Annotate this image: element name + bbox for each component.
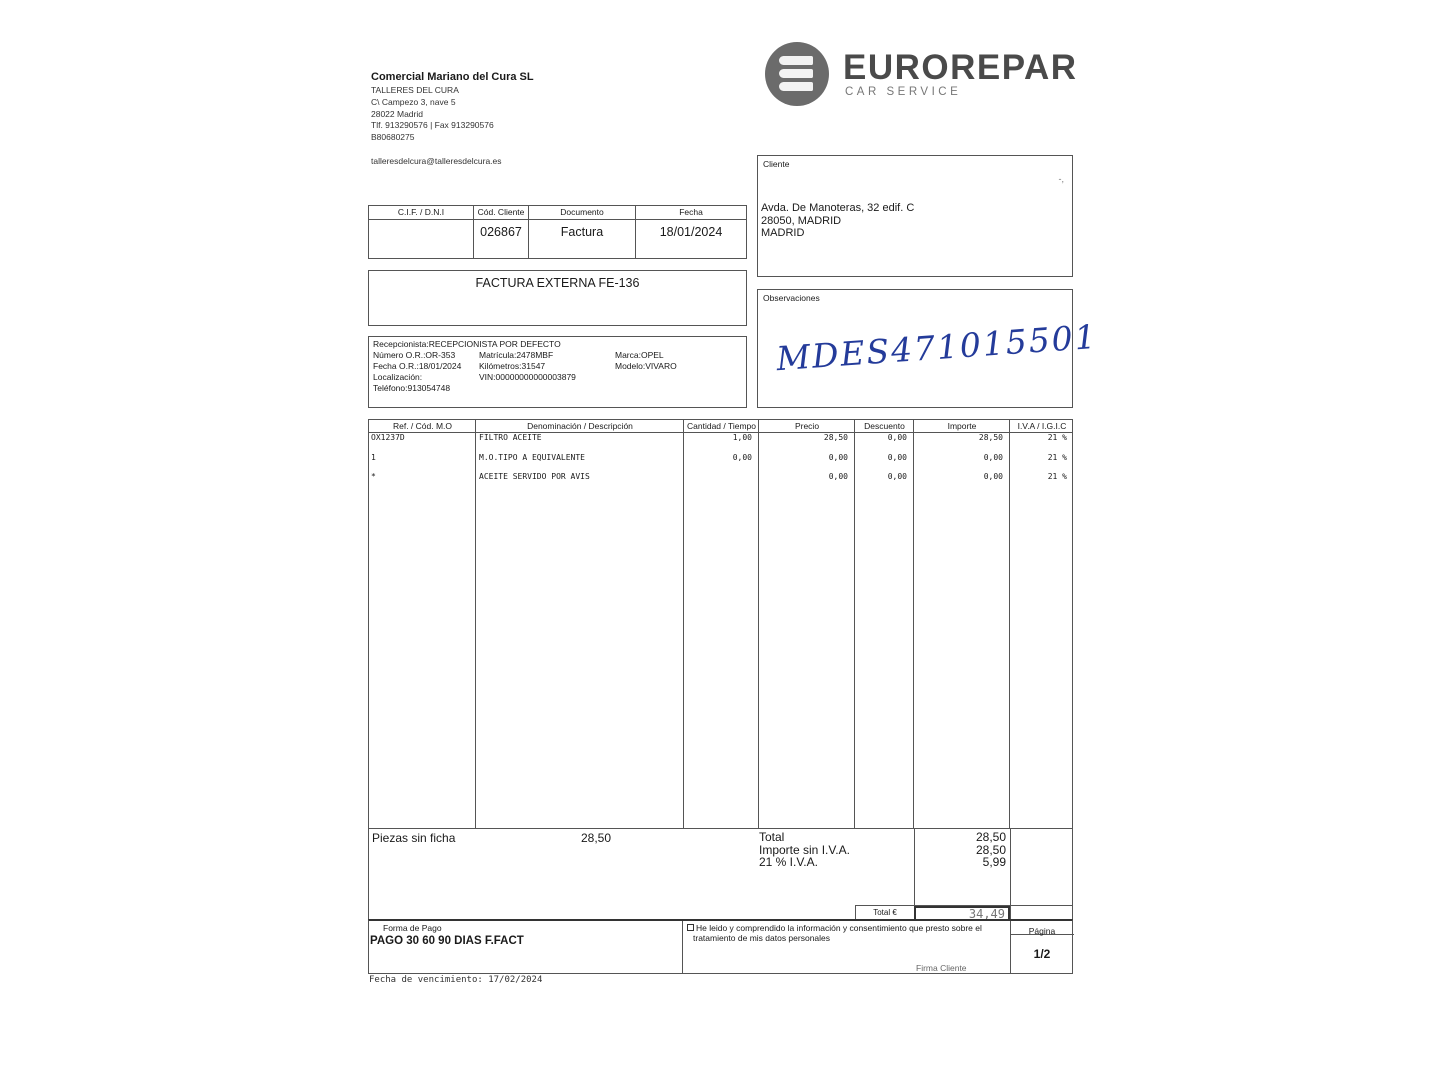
fecha-value: 18/01/2024 (659, 225, 723, 239)
recepcionista: Recepcionista:RECEPCIONISTA POR DEFECTO (373, 339, 561, 349)
cif-cell (369, 206, 474, 258)
observaciones-box (757, 289, 1099, 408)
cell-descuento: 0,00 (887, 453, 907, 462)
kilometros: Kilómetros:31547 (479, 361, 546, 371)
pagina-header (1010, 921, 1074, 935)
cod-cliente-header: Cód. Cliente (474, 206, 528, 220)
header-importe: Importe (947, 421, 977, 431)
cif-header: C.I.F. / D.N.I (369, 206, 473, 220)
company-line: TALLERES DEL CURA (371, 85, 459, 95)
cliente-mark: -, (1058, 174, 1064, 184)
cell-desc: FILTRO ACEITE (479, 433, 542, 442)
cell-desc: ACEITE SERVIDO POR AVIS (479, 472, 590, 481)
firma-cliente-label: Firma Cliente (916, 963, 967, 973)
vin: VIN:00000000000003879 (479, 372, 576, 382)
handwritten-note: MDES471015501 (775, 316, 1099, 379)
fecha-or: Fecha O.R.:18/01/2024 (373, 361, 462, 371)
sin-iva-label: Importe sin I.V.A. (759, 842, 850, 857)
piezas-label: Piezas sin ficha (372, 831, 456, 845)
cliente-box (757, 155, 1073, 277)
consent-line: He leido y comprendido la información y consentimiento que presto sobre el (696, 923, 982, 933)
cod-cliente-value: 026867 (480, 225, 522, 239)
header-iva: I.V.A / I.G.I.C (1017, 421, 1067, 431)
localizacion: Localización: (373, 372, 423, 382)
documento-value: Factura (560, 225, 604, 239)
forma-pago-label: Forma de Pago (383, 923, 442, 933)
logo-brand: EUROREPAR (843, 48, 1078, 87)
pagina-value: 1/2 (1033, 947, 1051, 961)
header-ref: Ref. / Cód. M.O (392, 421, 453, 431)
company-email: talleresdelcura@talleresdelcura.es (371, 155, 502, 166)
fecha-vencimiento: Fecha de vencimiento: 17/02/2024 (369, 975, 543, 985)
header-precio: Precio (794, 421, 820, 431)
cell-iva: 21 % (1047, 472, 1067, 481)
company-line: B80680275 (371, 132, 415, 143)
consent-checkbox[interactable] (687, 924, 694, 931)
pagina-label: Página (1028, 926, 1056, 936)
company-line: 28022 Madrid (371, 108, 423, 119)
company-line: C\ Campezo 3, nave 5 (371, 96, 456, 107)
totals-labels (759, 831, 850, 869)
address-line: MADRID (761, 227, 805, 239)
header-descripcion: Denominación / Descripción (527, 421, 633, 431)
cliente-address (761, 202, 914, 240)
observaciones-label: Observaciones (763, 293, 820, 303)
col-divider (682, 921, 683, 973)
company-line: Tlf. 913290576 | Fax 913290576 (371, 120, 494, 131)
cliente-label: Cliente (763, 159, 790, 169)
documento-cell (529, 206, 636, 258)
cell-precio: 0,00 (828, 453, 848, 462)
cell-desc: M.O.TIPO A EQUIVALENTE (479, 453, 585, 462)
cell-precio: 0,00 (828, 472, 848, 481)
sin-iva-value: 28,50 (975, 842, 1006, 857)
fecha-cell (636, 206, 746, 258)
cell-iva: 21 % (1047, 433, 1067, 442)
fecha-header: Fecha (636, 206, 746, 220)
table-row (369, 472, 1072, 484)
factura-title: FACTURA EXTERNA FE-136 (475, 276, 640, 290)
total-eur-value: 34,49 (914, 906, 1010, 921)
company-info (371, 71, 534, 166)
cell-iva: 21 % (1047, 453, 1067, 462)
factura-title-box (368, 270, 747, 326)
totals-values (976, 831, 1006, 869)
documento-header: Documento (529, 206, 635, 220)
cell-importe: 28,50 (978, 433, 1003, 442)
consent-text (687, 923, 1007, 943)
cell-ref: OX1237D (371, 433, 405, 442)
orden-reparacion-box (368, 336, 747, 408)
consent-line: tratamiento de mis datos personales (693, 933, 831, 943)
invoice-header-table (368, 205, 747, 259)
total-label: Total (759, 830, 785, 844)
eurorepar-e-logo-icon (765, 42, 829, 106)
modelo: Modelo:VIVARO (615, 361, 677, 371)
marca: Marca:OPEL (615, 350, 664, 360)
totals-box (368, 828, 1073, 920)
address-line: Avda. De Manoteras, 32 edif. C (761, 202, 915, 214)
footer-box (368, 919, 1073, 974)
cell-ref: * (371, 472, 376, 481)
cell-descuento: 0,00 (887, 472, 907, 481)
items-table (368, 419, 1073, 829)
table-row (369, 433, 1072, 445)
header-descuento: Descuento (864, 421, 905, 431)
piezas-value: 28,50 (581, 831, 612, 845)
cell-cantidad: 1,00 (732, 433, 752, 442)
col-divider (914, 829, 915, 906)
table-row (369, 453, 1072, 465)
iva-value: 5,99 (982, 855, 1006, 869)
items-header-row (369, 420, 1072, 433)
cell-descuento: 0,00 (887, 433, 907, 442)
eurorepar-logo (765, 42, 1078, 108)
matricula: Matrícula:2478MBF (479, 350, 554, 360)
iva-label: 21 % I.V.A. (759, 855, 818, 869)
total-eur-label: Total € (855, 906, 914, 921)
cell-ref: 1 (371, 453, 376, 462)
cell-importe: 0,00 (983, 453, 1003, 462)
logo-subtitle: CAR SERVICE (845, 86, 962, 98)
total-eur-row (855, 905, 1073, 920)
address-line: 28050, MADRID (761, 214, 842, 227)
cell-importe: 0,00 (983, 472, 1003, 481)
company-name: Comercial Mariano del Cura SL (371, 71, 534, 83)
cod-cliente-cell (474, 206, 529, 258)
cell-cantidad: 0,00 (732, 453, 752, 462)
cell-precio: 28,50 (823, 433, 848, 442)
header-cantidad: Cantidad / Tiempo (687, 421, 756, 431)
telefono: Teléfono:913054748 (373, 383, 451, 393)
forma-pago-value: PAGO 30 60 90 DIAS F.FACT (370, 935, 524, 947)
total-value: 28,50 (975, 830, 1006, 844)
numero-or: Número O.R.:OR-353 (373, 350, 456, 360)
